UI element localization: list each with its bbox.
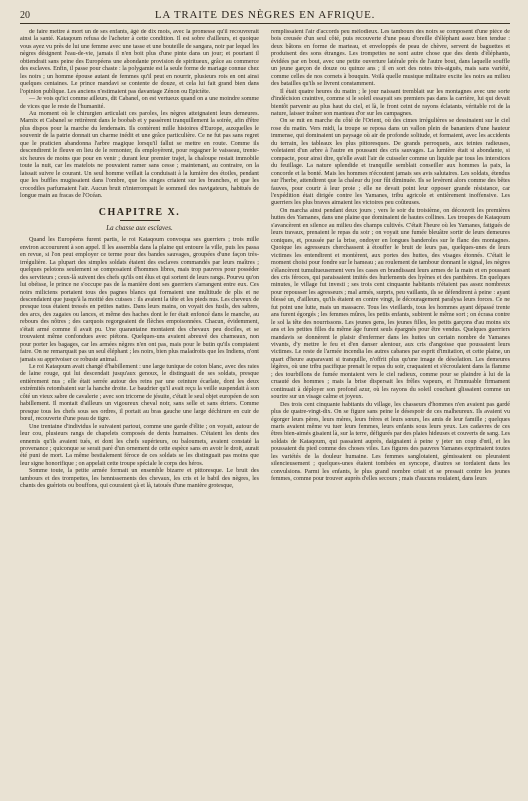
paragraph: On marcha ainsi pendant deux jours ; vers le soir du troisième, on découvrit les premières huttes des Yamanes, dans une plaine que dominaient de hautes collines. Les troupes de Kataqoum s'avancèrent en silence au milieu des champs cultivés. C'était l'heure où les Yamanes, fatigués de leurs travaux, prenaient le repas du soir ; on voyait une fumée bleuâtre sortir de leurs demeures coniques, et, poussée par la brise, ondoyer en longues banderoles sur le flanc des montagnes. Quoique les agresseurs cherchassent à étouffer le bruit de leurs pas, quelques-unes de leurs victimes les entendirent et montèrent, aux portes des huttes, des visages étonnés. C'était le moment choisi pour fondre sur le hameau ; au roulement de tambour donnant le signal, les nègres s'élancèrent tumultueusement vers les cases en brandissant leurs armes de la main et en poussant des cris féroces, qui paraissaient imités des hurlements des hyènes et des panthères. En quelques minutes, le village fut investi ; ses trois cent cinquante habitants n'étaient pas assez nombreux pour repousser les agresseurs ; mal armés, surpris, peu vaillants, ils se défendirent à peine : ayant blessé un, d'ailleurs, qu'ils étaient en contre vingt, le découragement paralysa leurs forces. Ce ne fut point une lutte, mais un massacre. Tous les vieillards, tous les hommes ayant dépassé trente ans furent égorgés ; les femmes mûres, les petits enfants, subirent le même sort ; on écrasa contre le sol la tête des nourrissons. Les jeunes gens, les jeunes filles, les petits garçons d'au moins six ans et les petites filles du même âge furent seuls épargnés pour être vendus. Quelques guerriers mandavis se donnèrent le plaisir d'enfermer dans les huttes un certain nombre de Yamanes vivants, d'y mettre le feu et d'en danser alentour, aux cris d'angoisse que poussaient leurs victimes. Le reste de l'armée incendia les autres cabanes par esprit d'imitation, et cette plaine, un quart d'heure auparavant si tranquille, n'offrit plus qu'une image de désolation. Les demeures légères, où une tribu pacifique prenait le repas du soir, craquaient et s'écroulaient dans la flamme ; des tourbillons de fumée montaient vers le ciel radieux, comme pour se plaindre à lui de la cruauté des hommes ; mais la brise dispersait les frêles vapeurs, et l'immuable firmament continuait à déployer son profond azur, où les rayons du soleil couchant glissaient comme un sourire sur un visage calme et joyeux. [271, 207, 510, 401]
page-number: 20 [20, 10, 30, 21]
paragraph: Quand les Européens furent partis, le roi Kataqoum convoqua ses guerriers ; trois mille environ accoururent à son appel. Il les assembla dans la plaine qui entoure la ville, puis les passa en revue, si l'on peut employer ce terme pour des bandes sauvages, groupées d'une façon très-irrégulière. La plupart des simples soldats étaient des esclaves commandés par leurs maîtres ; quelques pelotons seulement se composaient d'hommes libres, mais trop pauvres pour posséder des serviteurs ; ceux-là suivent des chefs qu'ils ont élus et qui sortent de leurs rangs. Pourvu qu'on lui obéisse, le prince ne s'occupe pas de la manière dont ses guerriers s'arrangent entre eux. Ces noirs miliciens portaient tous des pagnes blancs qui formaient une multitude de plis et ne descendaient que jusqu'à la moitié des cuisses : ils avaient la tête et les pieds nus. Les cheveux de presque tous étaient tressés en petites nattes. Dans leurs mains, on voyait des fusils, des sabres, des arcs, des zagaies ou lances, et même des haches dont le fer était enfoncé dans le manche, au rebours des nôtres ; des carquois regorgeaient de flèches empoisonnées. Chacun, évidemment, s'était armé comme il avait pu. Une quarantaine montaient des chevaux peu dociles, et se trouvaient même confondues avec piétons. Quelques-uns avaient abreuvé des chameaux, non pour porter les bagages, car les armées nègres n'en ont pas, mais pour le butin qu'ils comptaient faire. On ne remarquait pas un seul éléphant ; les noirs, bien plus maladroits que les Indiens, n'ont jamais su apprivoiser ce robuste animal. [20, 237, 259, 363]
paragraph: On se mit en marche du côté de l'Orient, où des cimes irrégulières se dessinaient sur le ciel rose du matin. Vers midi, la troupe se reposa dans un vallon plein de bananiers d'une hauteur immense, qui dominaient un paysage où air de profonde solitude, et formaient, avec les accidents du terrain, les tableaux les plus pittoresques. De grands perroquets, aux teintes radieuses, voletaient d'un arbre à l'autre en poussant des cris sauvages. La lumière était si abondante, si compacte, pour ainsi dire, qu'elle avait l'air de cuisseler comme un liquide par tous les interstices du feuillage. La nature splendide et tranquille semblait conseiller aux hommes la paix, la concorde et la bonté. Mais les hommes n'écoutent jamais ses avis salutaires. Les soldats, étendus sur l'herbe, attendirent que la chaleur du jour fût diminuée. Ils se levèrent alors comme des bêtes fauves, pour courir à leur proie ; elle ne devait point leur opposer grande résistance, car l'expédition était dirigée contre les Yamanes, tribu agricole et entièrement inoffensive. Les guerriers les plus braves aimaient les victoires peu coûteuses. [271, 118, 510, 207]
paragraph: Le roi Kataqoum avait changé d'habillement : une large tunique de coton blanc, avec des raies de laine rouge, qui lui descendait jusqu'aux genoux, le distinguait de ses soldats, presque entièrement nus ; elle était serrée autour des reins par une ceinture écarlate, dont les deux extrémités retombaient sur la hanche droite. Le baudrier qu'il avait reçu la veille suspendait à son côté un vieux sabre de cavalerie ; avec son tricorne de jésuite, c'était le seul objet européen de son habillement. Il montait d'ailleurs un vigoureux cheval noir, sans selle et sans étriers. Comme presque tous les chefs sous ses ordres, il portait au bras gauche une large déchirure en cuir de bœuf, recouverte d'une peau de tigre. [20, 364, 259, 423]
chapter-rule [120, 220, 160, 221]
left-column [20, 29, 259, 801]
paragraph: Il était quatre heures du matin ; le jour naissant tremblait sur les montagnes avec une sorte d'indécision craintive, comme si le soleil essayait ses premiers pas dans la carrière, lui qui devait bientôt parvenir au plus haut du ciel, et là, le front ceint de rayons éclatants, véritable roi de la nature, laisser traîner son manteau d'or sur les campagnes. [271, 88, 510, 117]
paragraph: Une trentaine d'individus le suivaient partout, comme une garde d'élite ; on voyait, autour de leur cou, plusieurs rangs de chapelets composés de dents humaines. C'étaient les dents des ennemis qu'ils avaient tués, et dont les chefs supérieurs, ou baloumets, avaient constaté la provenance ; quiconque se serait paré d'un ornement de cette espèce sans en avoir le droit, aurait été puni de mort. La même bestialement féroce de ces soldats se les distinguait pas moins que leur signe honorifique ; on appelait cette troupe spéciale le corps des héros. [20, 423, 259, 467]
text-columns [20, 29, 510, 801]
chapter-subtitle: La chasse aux esclaves. [106, 223, 173, 232]
paragraph: remplissaient l'air d'accords peu mélodieux. Les tambours des noirs se composent d'une pièce de bois creusée d'un seul côté, puis recouverte d'une peau d'oreille d'éléphant assez bien tendue : deux bâtons en forme de marteau, et enveloppés de peau de chèvre, servent de baguettes et produisent des sons étranges. Les trompettes ne sont autre chose que des dents d'éléphants, évidées par en bout, avec une petite ouverture latérale près de l'autre bout, dans laquelle souffle un jeune garçon de douze ou quinze ans ; il en sort des notes très-aiguës, mais sans variété, comme celles de nos cornets à bouquin. Voilà quelle musique militaire excite les noirs au milieu des batailles qu'ils se livrent constamment. [271, 29, 510, 88]
paragraph: Somme toute, la petite armée formait un ensemble bizarre et pittoresque. Le bruit des tambours et des trompettes, les hennissements des chevaux, les cris et le babil des nègres, les chants des guériots ou bouffons, qui couraient çà et là, tatoués d'une manière grotesque, [20, 468, 259, 490]
paragraph: de faire mettre à mort un de ses enfants, âgé de dix mois, avec la promesse qu'il recouvrerait ainsi la santé. Kataqoum refusa de l'acheter à cette condition. Il est sobre d'ailleurs, et quoique vous ayez vu près de lui une femme avec une tasse et une bouteille de sangara, noir par lequel les nègres désignent l'eau-de-vie, jamais il n'en boit plus d'une pinte dans un jour; et pourtant il obtiendrait sans peine des Européens une abondante provision de spiritueux, grâce au commerce des esclaves. Enfin, il passe pour chaste : la polygamie est la seule forme de mariage connue chez les noirs ; un homme épouse autant de femmes qu'il peut en nourrir, plusieurs rois en ont ainsi quelques centaines. Le prince mandavi se contente de douze, et cela lui fait grand bien dans l'opinion publique. Les anciens n'estimaient pas davantage Zénon ou Epictète. [20, 29, 259, 95]
right-column [271, 29, 510, 801]
paragraph: Des trois cent cinquante habitants du village, les chasseurs d'hommes n'en avaient pas gardé plus de quatre-vingt-dix. On se figure sans peine le désespoir de ces malheureux. Ils avaient vu égorger leurs pères, leurs mères, leurs frères et leurs sœurs, les amis de leur famille ; quelques maris avaient même vu tuer leurs femmes, leurs enfants sous leurs yeux. Les cadavres de ces êtres bien-aimés gisaient là, sur la terre, défigurés par des plaies hideuses et couverts de sang. Les soldats de Kataqoum, qui passaient auprès, daignaient à peine y jeter un coup d'œil, et les poussaient du pied comme des choses viles. Les figures des pauvres Yamanes exprimaient toutes les variétés de la douleur humaine. Les femmes sanglotaient, gémissaient ou pleuraient silencieusement ; quelques-unes étaient tombées en syncope, d'autres se tordaient dans les convulsions. Parmi les enfants, le plus grand nombre criait et se pressait contre les jeunes femmes, comme pour trouver auprès d'elles secours ; mais d'aucuns roulaient, dans leurs [271, 401, 510, 483]
paragraph: Au moment où le chirurgien articulait ces paroles, les nègres atteignaient leurs demeures. Marnix et Cabanel se retirèrent dans le boobab et y passèrent tranquillement la soirée, afin d'être plus dispos pour la marche du lendemain. Ils contèrent mille histoires d'Europe, auxquelles le souvenir de la patrie donnait un charme inédit et une grâce particulière. Ce ne fut pas sans regret que le praticien abandonna l'arbre magique lorsqu'il fallut se mettre en route. Comme ils descendirent le fleuve en lieu de le remonter, ils employèrent, pour regagner le vaisseau, trente-six heures de moins que pour en venir ; durant leur premier trajet, la chaloupe restait immobile toute la nuit, car les matelots ne pouvaient ramer sans cesse ; maintenant, au contraire, on la laissait suivre le courant. Un seul homme veillait la conduisait à la lumière des étoiles, pendant que les buffles mugissaient dans l'ombre, que les singes criaient sur les branches, et que les crocodiles parfumaient l'air. Aucun bruit n'interrompait le sommeil des navigateurs, habitués de longue main au fracas de l'Océan. [20, 110, 259, 199]
running-title: LA TRAITE DES NÈGRES EN AFRIQUE. [154, 9, 376, 21]
paragraph: — Je vois qu'ici comme ailleurs, dit Cabanel, on est vertueux quand on a une moindre somme de vices que le reste de l'humanité. [20, 96, 259, 110]
running-header [20, 9, 510, 24]
chapter-title: CHAPITRE X. [98, 207, 181, 219]
